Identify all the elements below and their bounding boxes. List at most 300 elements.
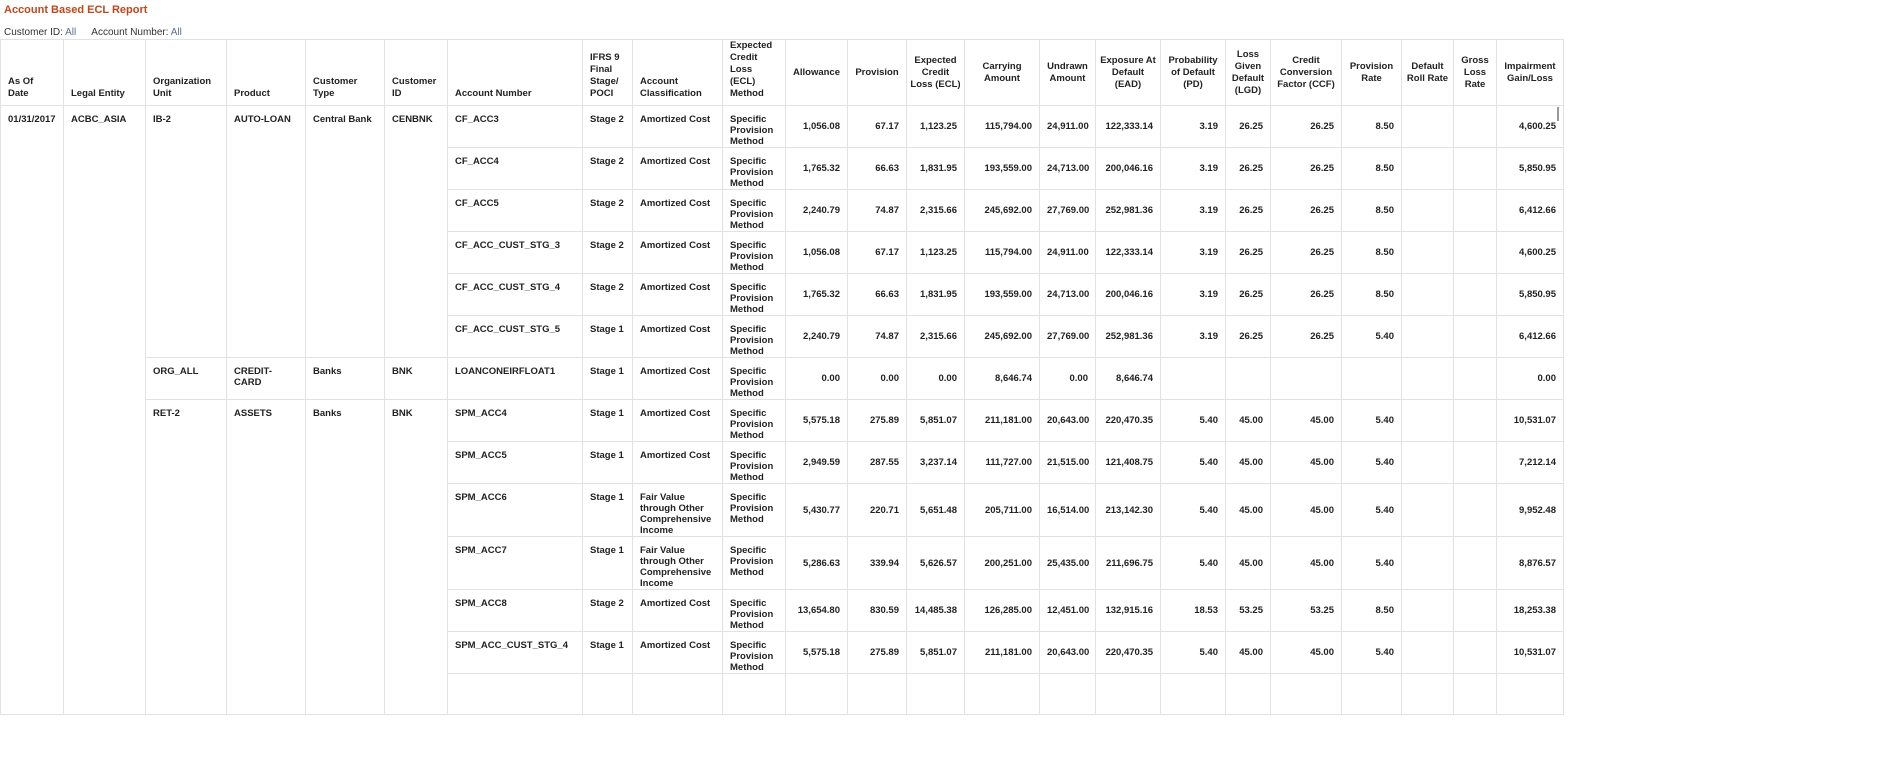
column-header[interactable]: Expected Credit Loss (ECL) xyxy=(907,40,965,106)
table-cell xyxy=(227,590,306,632)
table-cell xyxy=(583,674,633,715)
table-cell xyxy=(448,674,583,715)
table-cell: 01/31/2017 xyxy=(1,106,64,148)
table-cell xyxy=(227,274,306,316)
table-cell: 5.40 xyxy=(1342,442,1402,484)
table-cell xyxy=(1161,358,1226,400)
table-cell xyxy=(1454,674,1497,715)
table-cell: 1,765.32 xyxy=(786,274,848,316)
column-header[interactable]: Gross Loss Rate xyxy=(1454,40,1497,106)
table-cell: 5.40 xyxy=(1161,632,1226,674)
table-cell xyxy=(1402,537,1454,590)
table-cell: 132,915.16 xyxy=(1096,590,1161,632)
table-cell xyxy=(1402,274,1454,316)
table-cell: 8,876.57 xyxy=(1497,537,1564,590)
table-cell xyxy=(385,632,448,674)
table-cell: 45.00 xyxy=(1271,400,1342,442)
table-cell: 5,430.77 xyxy=(786,484,848,537)
table-cell: 6,412.66 xyxy=(1497,316,1564,358)
table-cell: 2,949.59 xyxy=(786,442,848,484)
column-header[interactable]: Customer Type xyxy=(306,40,385,106)
table-cell: 3.19 xyxy=(1161,316,1226,358)
column-header[interactable]: IFRS 9 Final Stage/ POCI xyxy=(583,40,633,106)
table-cell xyxy=(306,274,385,316)
table-cell: 252,981.36 xyxy=(1096,316,1161,358)
filter-customer-id-label: Customer ID: xyxy=(4,27,63,38)
table-cell xyxy=(1271,358,1342,400)
table-cell: 53.25 xyxy=(1226,590,1271,632)
table-cell: Amortized Cost xyxy=(633,632,723,674)
table-cell: 5.40 xyxy=(1161,442,1226,484)
table-cell xyxy=(64,358,146,400)
table-cell xyxy=(146,537,227,590)
table-cell xyxy=(1271,674,1342,715)
table-cell: Specific Provision Method xyxy=(723,106,786,148)
table-cell: 8.50 xyxy=(1342,190,1402,232)
table-cell: Specific Provision Method xyxy=(723,358,786,400)
table-cell: Stage 1 xyxy=(583,358,633,400)
table-row xyxy=(1,190,1564,232)
table-cell: 8.50 xyxy=(1342,232,1402,274)
table-cell xyxy=(1226,358,1271,400)
table-cell: Specific Provision Method xyxy=(723,590,786,632)
table-cell xyxy=(227,484,306,537)
table-cell xyxy=(1454,106,1497,148)
table-cell xyxy=(385,537,448,590)
table-cell xyxy=(1402,316,1454,358)
table-cell xyxy=(64,316,146,358)
table-cell: 5,851.07 xyxy=(907,400,965,442)
table-cell: 5,651.48 xyxy=(907,484,965,537)
table-cell: Specific Provision Method xyxy=(723,232,786,274)
table-cell xyxy=(1,358,64,400)
column-header[interactable]: Product xyxy=(227,40,306,106)
table-cell: 2,315.66 xyxy=(907,190,965,232)
table-cell: CREDIT-CARD xyxy=(227,358,306,400)
table-cell: 0.00 xyxy=(907,358,965,400)
table-row xyxy=(1,148,1564,190)
column-header[interactable]: Organization Unit xyxy=(146,40,227,106)
table-cell: 24,713.00 xyxy=(1040,148,1096,190)
table-cell: SPM_ACC4 xyxy=(448,400,583,442)
table-cell: BNK xyxy=(385,358,448,400)
table-cell xyxy=(306,674,385,715)
table-cell: 10,531.07 xyxy=(1497,400,1564,442)
table-cell: 5,850.95 xyxy=(1497,274,1564,316)
table-cell xyxy=(385,148,448,190)
table-cell: Stage 1 xyxy=(583,400,633,442)
table-cell xyxy=(1402,190,1454,232)
table-cell xyxy=(306,316,385,358)
table-cell: CF_ACC_CUST_STG_3 xyxy=(448,232,583,274)
table-cell: Specific Provision Method xyxy=(723,316,786,358)
table-cell: 2,240.79 xyxy=(786,316,848,358)
column-header[interactable]: Account Classification xyxy=(633,40,723,106)
table-cell xyxy=(1,674,64,715)
table-cell xyxy=(306,190,385,232)
table-cell: SPM_ACC5 xyxy=(448,442,583,484)
table-cell: 275.89 xyxy=(848,400,907,442)
table-cell xyxy=(1402,400,1454,442)
table-cell xyxy=(385,274,448,316)
table-cell: 45.00 xyxy=(1271,537,1342,590)
table-cell: 20,643.00 xyxy=(1040,400,1096,442)
table-cell: 245,692.00 xyxy=(965,190,1040,232)
table-cell xyxy=(1342,674,1402,715)
table-cell: 26.25 xyxy=(1226,274,1271,316)
table-cell xyxy=(64,632,146,674)
table-cell xyxy=(1096,674,1161,715)
table-cell xyxy=(1402,632,1454,674)
table-cell: 3.19 xyxy=(1161,148,1226,190)
table-cell: 21,515.00 xyxy=(1040,442,1096,484)
table-cell xyxy=(227,674,306,715)
table-cell: Amortized Cost xyxy=(633,590,723,632)
table-row xyxy=(1,674,1564,715)
table-cell: 5.40 xyxy=(1342,484,1402,537)
table-header-row xyxy=(1,40,1564,106)
table-cell xyxy=(385,484,448,537)
table-row xyxy=(1,358,1564,400)
table-cell: 205,711.00 xyxy=(965,484,1040,537)
table-cell: Stage 2 xyxy=(583,232,633,274)
table-cell: 20,643.00 xyxy=(1040,632,1096,674)
table-cell: 45.00 xyxy=(1226,537,1271,590)
table-cell xyxy=(227,316,306,358)
table-cell: 5,851.07 xyxy=(907,632,965,674)
table-cell: 26.25 xyxy=(1226,106,1271,148)
table-cell: 4,600.25 xyxy=(1497,232,1564,274)
table-cell: 213,142.30 xyxy=(1096,484,1161,537)
table-cell: LOANCONEIRFLOAT1 xyxy=(448,358,583,400)
table-cell xyxy=(1454,632,1497,674)
filter-customer-id-value[interactable]: All xyxy=(65,27,77,38)
table-cell xyxy=(64,232,146,274)
table-cell: Amortized Cost xyxy=(633,400,723,442)
table-cell: CENBNK xyxy=(385,106,448,148)
table-cell xyxy=(146,674,227,715)
table-cell xyxy=(146,590,227,632)
table-cell: 200,046.16 xyxy=(1096,148,1161,190)
table-cell: Stage 1 xyxy=(583,537,633,590)
table-cell: Stage 2 xyxy=(583,590,633,632)
table-cell xyxy=(385,442,448,484)
table-cell: Amortized Cost xyxy=(633,316,723,358)
table-row xyxy=(1,232,1564,274)
table-cell: 1,831.95 xyxy=(907,148,965,190)
table-cell: 111,727.00 xyxy=(965,442,1040,484)
table-cell xyxy=(64,590,146,632)
table-cell: 830.59 xyxy=(848,590,907,632)
table-cell xyxy=(64,400,146,442)
table-cell xyxy=(1,232,64,274)
table-cell: 245,692.00 xyxy=(965,316,1040,358)
table-cell xyxy=(306,148,385,190)
table-cell xyxy=(146,442,227,484)
table-cell xyxy=(227,537,306,590)
table-cell: Specific Provision Method xyxy=(723,537,786,590)
table-cell xyxy=(1402,674,1454,715)
table-cell: 5,575.18 xyxy=(786,400,848,442)
table-cell xyxy=(1454,442,1497,484)
table-cell: 0.00 xyxy=(1497,358,1564,400)
table-cell xyxy=(1402,148,1454,190)
table-row xyxy=(1,484,1564,537)
table-cell: 2,240.79 xyxy=(786,190,848,232)
table-cell xyxy=(1161,674,1226,715)
table-cell: 5,850.95 xyxy=(1497,148,1564,190)
table-cell xyxy=(385,674,448,715)
table-cell: 0.00 xyxy=(1040,358,1096,400)
table-cell: SPM_ACC6 xyxy=(448,484,583,537)
table-cell: Amortized Cost xyxy=(633,358,723,400)
table-cell xyxy=(1,274,64,316)
table-cell: 5.40 xyxy=(1342,537,1402,590)
column-header[interactable]: Account Number xyxy=(448,40,583,106)
table-cell: ACBC_ASIA xyxy=(64,106,146,148)
column-header[interactable]: Provision xyxy=(848,40,907,106)
column-header[interactable]: Default Roll Rate xyxy=(1402,40,1454,106)
table-cell: 27,769.00 xyxy=(1040,190,1096,232)
table-cell: 26.25 xyxy=(1271,316,1342,358)
table-cell: Stage 2 xyxy=(583,274,633,316)
table-cell: 26.25 xyxy=(1271,274,1342,316)
table-cell: 24,911.00 xyxy=(1040,106,1096,148)
table-cell: ORG_ALL xyxy=(146,358,227,400)
table-cell: 8.50 xyxy=(1342,274,1402,316)
table-cell: 3.19 xyxy=(1161,106,1226,148)
table-cell xyxy=(385,232,448,274)
table-cell: 1,056.08 xyxy=(786,232,848,274)
table-cell xyxy=(1402,484,1454,537)
table-cell: Specific Provision Method xyxy=(723,190,786,232)
table-cell: 45.00 xyxy=(1226,400,1271,442)
table-cell: IB-2 xyxy=(146,106,227,148)
table-cell: 252,981.36 xyxy=(1096,190,1161,232)
table-cell xyxy=(1454,316,1497,358)
table-cell: 45.00 xyxy=(1226,632,1271,674)
filter-summary xyxy=(4,27,182,38)
table-cell: 24,911.00 xyxy=(1040,232,1096,274)
table-cell: 0.00 xyxy=(848,358,907,400)
table-cell xyxy=(723,674,786,715)
table-cell xyxy=(1454,274,1497,316)
table-cell: Stage 1 xyxy=(583,632,633,674)
table-cell xyxy=(1,316,64,358)
table-cell: Specific Provision Method xyxy=(723,400,786,442)
column-header[interactable]: Customer ID xyxy=(385,40,448,106)
table-cell: 5,626.57 xyxy=(907,537,965,590)
table-cell: 339.94 xyxy=(848,537,907,590)
column-header[interactable]: Credit Conversion Factor (CCF) xyxy=(1271,40,1342,106)
table-cell: 5,575.18 xyxy=(786,632,848,674)
table-cell: 1,123.25 xyxy=(907,106,965,148)
table-row xyxy=(1,537,1564,590)
table-cell: 26.25 xyxy=(1226,316,1271,358)
table-cell xyxy=(146,632,227,674)
table-cell xyxy=(306,537,385,590)
table-cell: 287.55 xyxy=(848,442,907,484)
column-header[interactable]: As Of Date xyxy=(1,40,64,106)
table-cell: 122,333.14 xyxy=(1096,232,1161,274)
table-row xyxy=(1,106,1564,148)
table-cell: CF_ACC_CUST_STG_4 xyxy=(448,274,583,316)
table-cell: 18,253.38 xyxy=(1497,590,1564,632)
table-cell: 9,952.48 xyxy=(1497,484,1564,537)
table-cell xyxy=(1454,400,1497,442)
table-cell: 3.19 xyxy=(1161,190,1226,232)
table-cell xyxy=(1454,484,1497,537)
table-cell xyxy=(146,316,227,358)
table-cell: 115,794.00 xyxy=(965,106,1040,148)
column-header[interactable]: Undrawn Amount xyxy=(1040,40,1096,106)
table-cell: SPM_ACC_CUST_STG_4 xyxy=(448,632,583,674)
filter-account-number-value[interactable]: All xyxy=(170,27,182,38)
table-cell xyxy=(1040,674,1096,715)
table-cell xyxy=(1454,537,1497,590)
table-cell: 275.89 xyxy=(848,632,907,674)
table-cell: 1,056.08 xyxy=(786,106,848,148)
table-row xyxy=(1,632,1564,674)
table-cell: 5.40 xyxy=(1342,400,1402,442)
table-cell: 121,408.75 xyxy=(1096,442,1161,484)
table-cell xyxy=(786,674,848,715)
table-cell xyxy=(907,674,965,715)
column-header[interactable]: Impairment Gain/Loss xyxy=(1497,40,1564,106)
table-cell xyxy=(1402,442,1454,484)
table-cell: ASSETS xyxy=(227,400,306,442)
table-cell xyxy=(1,190,64,232)
column-header[interactable]: Legal Entity xyxy=(64,40,146,106)
table-cell xyxy=(1454,358,1497,400)
table-cell: 200,046.16 xyxy=(1096,274,1161,316)
table-cell xyxy=(227,632,306,674)
table-cell: 1,831.95 xyxy=(907,274,965,316)
table-cell xyxy=(227,148,306,190)
table-cell: BNK xyxy=(385,400,448,442)
table-cell xyxy=(1402,358,1454,400)
table-cell: 45.00 xyxy=(1226,484,1271,537)
table-cell xyxy=(227,190,306,232)
table-cell xyxy=(64,148,146,190)
ecl-report-table xyxy=(0,39,1564,715)
table-cell: CF_ACC_CUST_STG_5 xyxy=(448,316,583,358)
column-header[interactable]: Provision Rate xyxy=(1342,40,1402,106)
table-cell: 5.40 xyxy=(1342,316,1402,358)
table-cell: Fair Value through Other Comprehensive Income xyxy=(633,537,723,590)
table-cell: Specific Provision Method xyxy=(723,484,786,537)
table-cell: 220,470.35 xyxy=(1096,400,1161,442)
table-cell: Fair Value through Other Comprehensive Income xyxy=(633,484,723,537)
table-cell xyxy=(385,590,448,632)
table-cell: 126,285.00 xyxy=(965,590,1040,632)
table-cell: Amortized Cost xyxy=(633,190,723,232)
column-header[interactable]: Exposure At Default (EAD) xyxy=(1096,40,1161,106)
table-cell xyxy=(64,442,146,484)
table-cell: Stage 2 xyxy=(583,190,633,232)
table-cell xyxy=(64,484,146,537)
table-cell: 8,646.74 xyxy=(965,358,1040,400)
table-cell: Amortized Cost xyxy=(633,148,723,190)
table-cell: 74.87 xyxy=(848,316,907,358)
column-header[interactable]: Loss Given Default (LGD) xyxy=(1226,40,1271,106)
table-cell: 53.25 xyxy=(1271,590,1342,632)
table-cell: 6,412.66 xyxy=(1497,190,1564,232)
column-header[interactable]: Allowance xyxy=(786,40,848,106)
table-cell xyxy=(64,190,146,232)
column-header[interactable]: Expected Credit Loss (ECL) Method xyxy=(723,40,786,106)
table-cell: 45.00 xyxy=(1271,484,1342,537)
table-cell xyxy=(1226,674,1271,715)
table-row xyxy=(1,442,1564,484)
table-cell: 45.00 xyxy=(1271,442,1342,484)
table-cell: 193,559.00 xyxy=(965,148,1040,190)
table-cell: SPM_ACC8 xyxy=(448,590,583,632)
table-cell xyxy=(1454,190,1497,232)
table-cell xyxy=(64,674,146,715)
table-cell: CF_ACC5 xyxy=(448,190,583,232)
table-cell xyxy=(306,590,385,632)
table-cell xyxy=(1402,232,1454,274)
table-cell: 10,531.07 xyxy=(1497,632,1564,674)
table-cell: 26.25 xyxy=(1271,148,1342,190)
table-cell: Amortized Cost xyxy=(633,274,723,316)
table-cell xyxy=(1,537,64,590)
table-cell: 24,713.00 xyxy=(1040,274,1096,316)
column-header[interactable]: Probability of Default (PD) xyxy=(1161,40,1226,106)
table-cell: 66.63 xyxy=(848,148,907,190)
table-cell xyxy=(633,674,723,715)
table-cell: AUTO-LOAN xyxy=(227,106,306,148)
table-cell xyxy=(1,632,64,674)
table-cell: 26.25 xyxy=(1226,232,1271,274)
vertical-scrollbar[interactable] xyxy=(1557,107,1559,121)
table-cell: 26.25 xyxy=(1226,190,1271,232)
table-cell: 115,794.00 xyxy=(965,232,1040,274)
table-row xyxy=(1,274,1564,316)
table-cell: 8.50 xyxy=(1342,106,1402,148)
table-cell xyxy=(146,148,227,190)
table-cell xyxy=(306,632,385,674)
table-cell: Amortized Cost xyxy=(633,106,723,148)
column-header[interactable]: Carrying Amount xyxy=(965,40,1040,106)
table-cell: 5,286.63 xyxy=(786,537,848,590)
table-cell xyxy=(1,148,64,190)
table-cell: 193,559.00 xyxy=(965,274,1040,316)
table-cell: 66.63 xyxy=(848,274,907,316)
table-cell: 26.25 xyxy=(1271,232,1342,274)
table-cell: RET-2 xyxy=(146,400,227,442)
table-cell: 26.25 xyxy=(1271,190,1342,232)
table-cell: 8.50 xyxy=(1342,590,1402,632)
table-cell: 211,181.00 xyxy=(965,632,1040,674)
table-cell: 122,333.14 xyxy=(1096,106,1161,148)
table-cell xyxy=(1402,590,1454,632)
table-cell xyxy=(306,232,385,274)
table-cell xyxy=(385,190,448,232)
table-cell: Stage 1 xyxy=(583,442,633,484)
table-cell: 4,600.25 xyxy=(1497,106,1564,148)
table-cell: CF_ACC4 xyxy=(448,148,583,190)
table-cell xyxy=(146,484,227,537)
table-cell: 1,765.32 xyxy=(786,148,848,190)
table-cell xyxy=(1454,232,1497,274)
table-cell xyxy=(1402,106,1454,148)
table-row xyxy=(1,400,1564,442)
table-cell: 0.00 xyxy=(786,358,848,400)
table-cell: Central Bank xyxy=(306,106,385,148)
table-cell: 5.40 xyxy=(1161,400,1226,442)
